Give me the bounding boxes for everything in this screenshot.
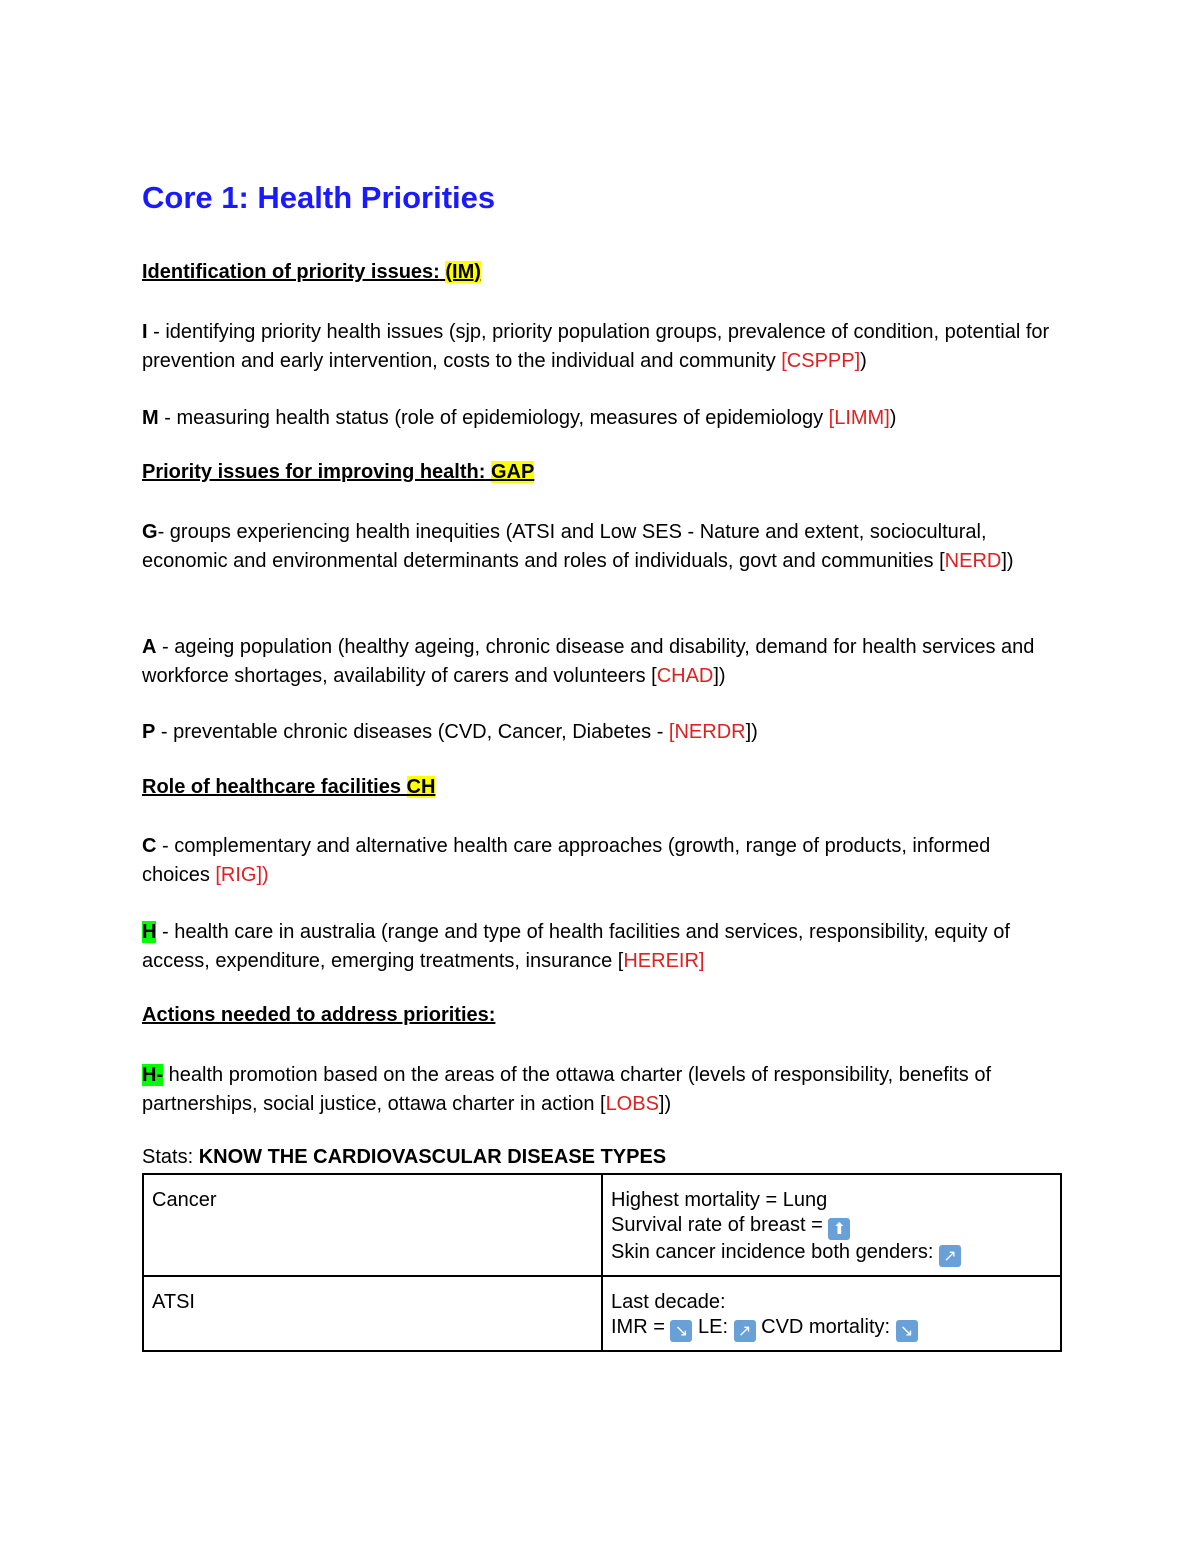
item-m <box>142 404 1062 433</box>
section-heading-priority-issues <box>142 461 534 484</box>
detail-line <box>611 1213 1052 1240</box>
detail-text: CVD mortality: <box>755 1316 896 1338</box>
item-text: measuring health status (role of epidemiology, measures of epidemiology <box>176 407 829 429</box>
item-i <box>142 318 1062 375</box>
section-tag-highlight: GAP <box>490 461 535 483</box>
arrow-up-right-icon: ↗ <box>734 1320 756 1342</box>
table-cell-label <box>143 1276 602 1351</box>
item-c <box>142 832 1062 889</box>
arrow-down-right-icon: ↘ <box>670 1320 692 1342</box>
item-letter: A <box>142 636 157 658</box>
item-letter: G <box>142 521 158 543</box>
item-g <box>142 518 1062 575</box>
section-tag-highlight: (IM) <box>445 261 481 283</box>
mnemonic-code: CHAD <box>656 664 714 687</box>
item-letter: P <box>142 721 156 743</box>
page-title: Core 1: Health Priorities <box>142 180 496 215</box>
section-heading-healthcare-facilities <box>142 776 435 799</box>
item-h-health-promotion <box>142 1061 1062 1118</box>
section-heading-identification <box>142 261 481 284</box>
arrow-up-right-icon: ↗ <box>939 1245 961 1267</box>
section-heading-text: Priority issues for improving health: <box>142 461 486 483</box>
arrow-up-icon: ⬆ <box>828 1218 850 1240</box>
stats-table <box>142 1173 1062 1352</box>
item-text: ageing population (healthy ageing, chronic disease and disability, demand for health services and workforce shortages, availability of carers and volunteers [ <box>142 636 1035 687</box>
item-separator: - <box>155 721 174 743</box>
item-text: health promotion based on the areas of the ottawa charter (levels of responsibility, benefits of partnerships, social justice, ottawa charter in action [ <box>142 1064 991 1115</box>
mnemonic-code: [CSPPP] <box>781 349 861 372</box>
detail-line <box>611 1315 1052 1342</box>
item-separator: - <box>158 407 177 429</box>
detail-text: IMR = <box>611 1316 671 1338</box>
item-text: identifying priority health issues (sjp, priority population groups, prevalence of condition, potential for prevention and early intervention, costs to the individual and community <box>142 321 1050 372</box>
table-row <box>143 1174 1061 1276</box>
table-row <box>143 1276 1061 1351</box>
section-heading-text: Identification of priority issues: <box>142 261 440 283</box>
row-label: ATSI <box>152 1291 195 1313</box>
row-label: Cancer <box>152 1189 217 1211</box>
detail-text: Survival rate of breast = <box>611 1214 829 1236</box>
stats-heading-text: KNOW THE CARDIOVASCULAR DISEASE TYPES <box>198 1146 667 1168</box>
item-tail: ]) <box>713 664 726 687</box>
item-tail: ]) <box>1001 549 1014 572</box>
detail-line <box>611 1240 1052 1267</box>
item-p <box>142 718 1062 747</box>
mnemonic-code: LOBS <box>605 1092 659 1115</box>
detail-text: Highest mortality = Lung <box>611 1189 828 1211</box>
item-text: health care in australia (range and type of health facilities and services, responsibility, equity of access, expenditure, emerging treatments, insurance [ <box>142 921 1010 972</box>
item-text: preventable chronic diseases (CVD, Cancer, Diabetes - <box>173 721 669 743</box>
item-a <box>142 633 1062 690</box>
detail-text: LE: <box>692 1316 734 1338</box>
item-letter: M <box>142 407 159 429</box>
mnemonic-code: NERD <box>944 549 1002 572</box>
item-h-healthcare <box>142 918 1062 975</box>
item-text: groups experiencing health inequities (ATSI and Low SES - Nature and extent, sociocultural, economic and environmental determinants and roles of individuals, govt and communities [ <box>142 521 987 572</box>
section-heading-text: Actions needed to address priorities: <box>142 1004 496 1026</box>
section-tag-highlight: CH <box>406 776 436 798</box>
table-cell-label <box>143 1174 602 1276</box>
stats-heading <box>142 1146 666 1169</box>
table-cell-details <box>602 1276 1061 1351</box>
section-heading-actions <box>142 1004 495 1027</box>
item-tail: ) <box>860 349 867 372</box>
item-separator: - <box>156 921 175 943</box>
mnemonic-code: HEREIR] <box>623 949 705 972</box>
detail-text: Last decade: <box>611 1291 726 1313</box>
item-letter-highlight: H <box>142 921 157 943</box>
item-tail: ) <box>889 407 897 429</box>
stats-prefix: Stats: <box>142 1146 199 1168</box>
item-letter: I <box>142 321 148 343</box>
item-letter: C <box>142 835 157 857</box>
item-separator: - <box>156 636 175 658</box>
item-letter-highlight: H- <box>142 1064 164 1086</box>
mnemonic-code: [LIMM] <box>828 407 890 429</box>
detail-line <box>611 1188 1052 1213</box>
item-separator: - <box>156 835 175 857</box>
table-cell-details <box>602 1174 1061 1276</box>
item-separator: - <box>157 521 170 543</box>
mnemonic-code: [RIG]) <box>215 863 269 886</box>
item-separator: - <box>147 321 166 343</box>
arrow-down-right-icon: ↘ <box>896 1320 918 1342</box>
section-heading-text: Role of healthcare facilities <box>142 776 401 798</box>
detail-line <box>611 1290 1052 1315</box>
item-tail: ]) <box>745 721 758 743</box>
detail-text: Skin cancer incidence both genders: <box>611 1241 939 1263</box>
item-text: complementary and alternative health care approaches (growth, range of products, informed choices <box>142 835 991 886</box>
mnemonic-code: [NERDR <box>668 721 746 743</box>
item-tail: ]) <box>658 1092 672 1115</box>
